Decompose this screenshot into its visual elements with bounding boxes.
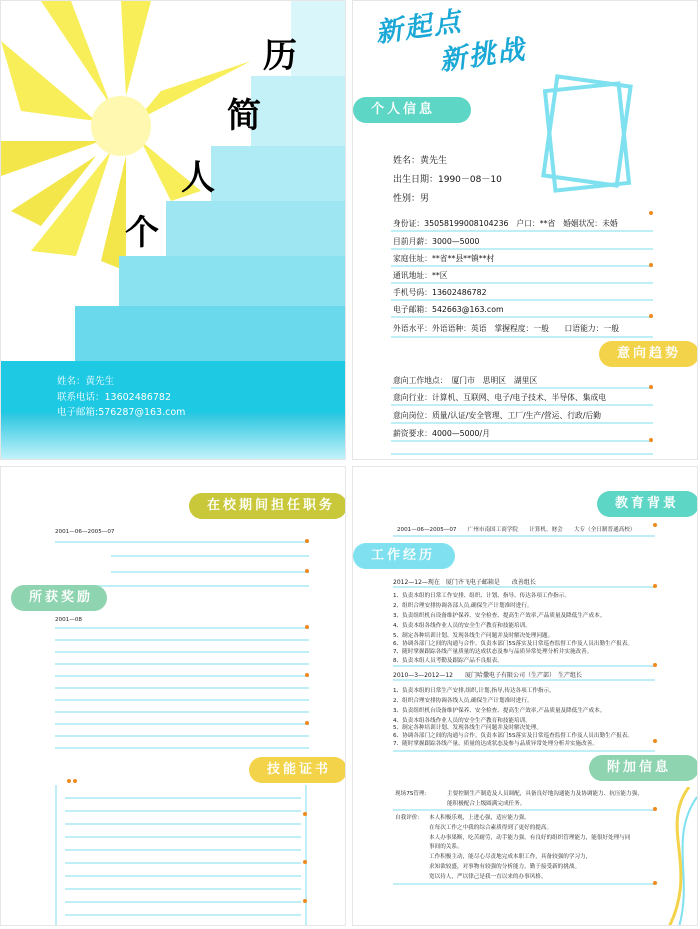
rule — [391, 387, 653, 389]
cover-email: 电子邮箱:576287@163.com — [57, 407, 186, 418]
work-title: 工作经历 — [353, 543, 455, 569]
extra-text-self-7: 宽以待人，严以律己是我一直以来的办事风格。 — [429, 874, 547, 880]
bullet-dot — [653, 523, 657, 527]
rule — [393, 586, 655, 588]
bullet-dot — [649, 438, 653, 442]
awards-period: 2001—08 — [55, 617, 82, 623]
rule — [55, 735, 309, 737]
rule — [391, 299, 653, 301]
rule — [65, 836, 301, 838]
skills-title: 技能证书 — [249, 757, 346, 783]
job1-item-1: 1、负责本组的日常工作安排、组织、计划、指导、传达各项工作指示。 — [393, 593, 570, 599]
intent-title: 意向趋势 — [599, 341, 698, 367]
job2-item-1: 1、负责本组的日常生产安排,组织,计划,指导,传达各项工作指示。 — [393, 688, 555, 694]
profile-row-mobile: 手机号码：13602486782 — [393, 288, 487, 297]
rule — [55, 687, 309, 689]
extra-text-self-5: 工作积极主动，能尽心尽责地完成本职工作，具备较强的学习力， — [429, 854, 592, 860]
rule — [391, 453, 653, 455]
rule — [65, 888, 301, 890]
bullet-dot — [649, 314, 653, 318]
intent-industry: 意向行业：计算机、互联网、电子/电子技术、半导体、集成电 — [393, 393, 607, 402]
rule — [55, 627, 309, 629]
profile-row-address: 家庭住址：**省**县**镇**村 — [393, 254, 495, 263]
profile-row-language: 外语水平：外语语种：英语 掌握程度：一般 口语能力：一般 — [393, 324, 620, 333]
profile-gender: 性别：男 — [393, 194, 430, 204]
title-char-4: 个 — [125, 213, 159, 253]
bullet-dot — [653, 584, 657, 588]
bullet-dot — [649, 263, 653, 267]
job2-item-4: 4、负责本组各线作业人员的安全生产教育和技能培训。 — [393, 718, 531, 724]
slogan-line-2: 新挑战 — [437, 34, 529, 77]
rule — [111, 571, 309, 573]
bullet-dot — [653, 739, 657, 743]
bullet-dot — [303, 860, 307, 864]
extra-text-7s-2: 能积极配合上级圆满完成任务。 — [447, 801, 526, 807]
rule — [55, 699, 309, 701]
job2-item-2: 2、组织合理安排协调各线人员,确保生产计划准时进行。 — [393, 698, 533, 704]
cover-page — [0, 0, 346, 460]
slogan-line-1: 新起点 — [373, 6, 465, 49]
rule — [393, 750, 655, 752]
bullet-dot — [303, 812, 307, 816]
bullet-dot — [649, 385, 653, 389]
job1-item-2: 2、组织合理安排协调各部人员,确保生产计划准时进行。 — [393, 603, 533, 609]
rule — [391, 440, 653, 442]
rule — [55, 663, 309, 665]
school-duties-title: 在校期间担任职务 — [189, 493, 346, 519]
education-title: 教育背景 — [597, 491, 698, 517]
rule — [55, 723, 309, 725]
job2-item-5: 5、制定各种培训计划、发现各线生产问题并及时解决处理。 — [393, 725, 542, 731]
school-period: 2001—06—2005—07 — [55, 529, 115, 535]
rule — [55, 747, 309, 749]
rule — [391, 404, 653, 406]
intent-location: 意向工作地点： 厦门市 思明区 湖里区 — [393, 376, 538, 385]
rule — [65, 875, 301, 877]
extra-text-self-1: 本人积极乐观，上进心强，适应能力强， — [429, 815, 530, 821]
education-row: 2001—06—2005—07 广州市南国工商学院 计算机、财会 大专（全日制普通高校） — [397, 527, 636, 533]
bullet-dot — [305, 673, 309, 677]
rule — [65, 901, 301, 903]
bullet-dot — [303, 899, 307, 903]
extra-text-self-6: 求知欲较盛，对事物有较强的分析能力，勤于接受新的挑战。 — [429, 864, 581, 870]
swirl-decoration — [649, 787, 698, 926]
rule — [393, 883, 655, 885]
rule — [65, 914, 301, 916]
extra-text-self-2: 在每次工作之中我的综合素质得到了更好的提高。 — [429, 825, 553, 831]
rule — [55, 541, 309, 543]
skills-frame — [55, 785, 307, 926]
school-page — [0, 466, 346, 926]
education-page — [352, 466, 698, 926]
extra-text-self-3: 本人办事果断，吃苦耐劳，动手能力强，有良好的组织管理能力，能很好处理与同 — [429, 835, 631, 841]
rule — [65, 849, 301, 851]
rule — [55, 639, 309, 641]
job1-item-7: 7、随时掌握跟踪各线产量质量的达成状态及参与品质异常处理分析并实施改善。 — [393, 649, 593, 655]
rule — [391, 282, 653, 284]
rule — [65, 862, 301, 864]
job1-item-4: 4、负责本组各线作业人员的安全生产教育和技能培训。 — [393, 623, 531, 629]
rule — [55, 675, 309, 677]
job1-item-3: 3、负责组织机台设备维护保养、安全检查、提高生产效率,产品质量及降低生产成本。 — [393, 613, 606, 619]
rule — [391, 265, 653, 267]
rule — [393, 535, 655, 537]
bullet-dot — [305, 721, 309, 725]
cover-phone: 联系电话：13602486782 — [57, 392, 171, 403]
rule — [65, 810, 301, 812]
title-char-3: 人 — [181, 158, 215, 198]
bullet-dot — [649, 211, 653, 215]
rule — [55, 651, 309, 653]
bullet-dot — [73, 779, 77, 783]
rule — [65, 797, 301, 799]
photo-frame-front — [543, 81, 631, 193]
title-char-1: 历 — [263, 36, 297, 76]
profile-page — [352, 0, 698, 460]
bullet-dot — [653, 663, 657, 667]
job2-item-7: 7、随时掌握跟踪各线产量、质量的达成状态及参与品质异常处理分析并实施改善。 — [393, 741, 598, 747]
extra-label-7s: 现场7S管理： — [395, 791, 431, 797]
job2-head: 2010—3—2012—12 厦门哈撒电子有限公司（生产部） 生产组长 — [393, 672, 582, 679]
job1-item-5: 5、制定各种培训计划、发现各线生产问题并及时解决处理问题。 — [393, 633, 554, 639]
rule — [393, 665, 655, 667]
job1-head: 2012—12—现在 厦门齐飞电子邮箱是 改善组长 — [393, 579, 536, 586]
bullet-dot — [305, 569, 309, 573]
extra-label-self: 自我评价： — [395, 815, 423, 821]
job1-item-8: 8、负责本组人员考勤及跟踪产品不良报表。 — [393, 658, 503, 664]
rule — [393, 809, 655, 811]
bullet-dot — [305, 625, 309, 629]
rule — [391, 230, 653, 232]
rule — [391, 336, 653, 338]
rule — [111, 555, 309, 557]
title-char-2: 简 — [227, 96, 261, 136]
personal-info-title: 个人信息 — [353, 97, 471, 123]
job2-item-3: 3、负责组织机台设备维护保养、安全检查、提高生产效率,产品质量及降低生产成本。 — [393, 708, 606, 714]
awards-title: 所获奖励 — [11, 585, 107, 611]
stair-step-6 — [75, 306, 346, 361]
profile-row-mail-address: 通讯地址：**区 — [393, 271, 448, 280]
extra-info-title: 附加信息 — [589, 755, 698, 781]
cover-footer-gradient — [1, 413, 346, 460]
extra-text-self-4: 事间的关系。 — [429, 844, 463, 850]
intent-position: 意向岗位：质量/认证/安全管理、工厂/生产/营运、行政/后勤 — [393, 411, 602, 420]
extra-text-7s-1: 主要控制生产制造及人员调配，具备良好地沟通能力及协调能力、抗压能力强， — [447, 791, 643, 797]
cover-name: 姓名：黄先生 — [57, 376, 115, 387]
profile-birth: 出生日期：1990－08－10 — [393, 175, 502, 185]
bullet-dot — [305, 539, 309, 543]
profile-row-salary: 目前月薪：3000—5000 — [393, 237, 480, 246]
rule — [65, 823, 301, 825]
rule — [391, 422, 653, 424]
intent-salary: 薪资要求：4000—5000/月 — [393, 429, 490, 438]
rule — [391, 316, 653, 318]
profile-row-email: 电子邮箱：542663@163.com — [393, 305, 504, 314]
profile-row-id: 身份证：350581990081042​36 户口：**省 婚姻状况：未婚 — [393, 219, 618, 228]
rule — [391, 248, 653, 250]
bullet-dot — [67, 779, 71, 783]
profile-name: 姓名：黄先生 — [393, 156, 448, 166]
job2-item-6: 6、协调各部门之间的沟通与合作。负责本部门5S落实及日常巡查监督工作及人员出勤生产报表。 — [393, 733, 634, 739]
rule — [393, 679, 655, 681]
rule — [55, 711, 309, 713]
job1-item-6: 6、协调各部门之间的沟通与合作。负责本部门5S落实及日常巡查监督工作及人员出勤生产报表。 — [393, 641, 634, 647]
